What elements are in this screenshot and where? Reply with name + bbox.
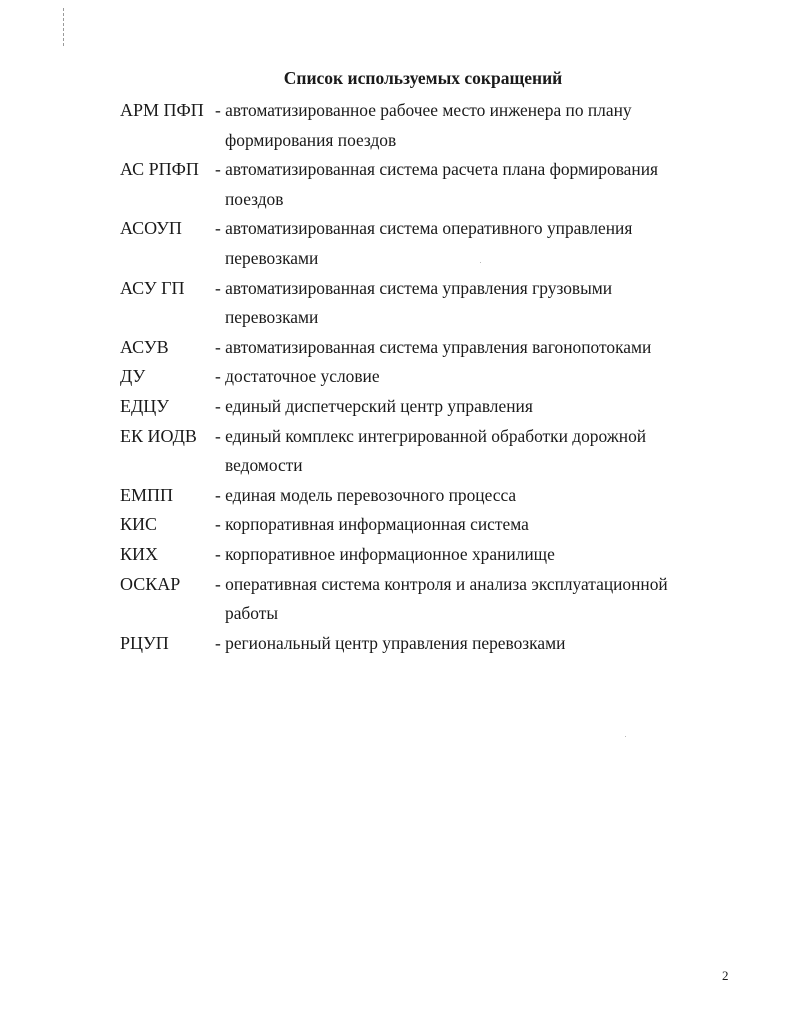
page-number: 2 <box>722 968 729 983</box>
list-item <box>120 510 700 540</box>
abbreviation-definition: - корпоративное информационное хранилище <box>215 543 555 564</box>
abbreviation-definition: - региональный центр управления перевозками <box>215 632 566 653</box>
abbreviation-definition: - достаточное условие <box>215 366 380 387</box>
abbreviation-definition: - единая модель перевозочного процесса <box>215 484 517 505</box>
abbreviation-term: ОСКАР <box>120 573 181 594</box>
abbreviation-term: КИХ <box>120 543 159 564</box>
abbreviation-definition: - автоматизированная система расчета плана формирования поездов <box>215 159 659 209</box>
abbreviation-definition: - автоматизированная система оперативного управления перевозками <box>215 218 633 268</box>
abbreviation-term: АСОУП <box>120 218 182 239</box>
list-item <box>120 333 700 363</box>
abbreviation-definition: - единый диспетчерский центр управления <box>215 395 533 416</box>
list-item <box>120 96 700 155</box>
abbreviation-term: АС РПФП <box>120 159 199 180</box>
abbreviation-term: ЕМПП <box>120 484 173 505</box>
abbreviation-term: АРМ ПФП <box>120 100 204 120</box>
list-item <box>120 214 700 273</box>
abbreviation-term: АСУ ГП <box>120 277 185 298</box>
abbreviation-definition: - единый комплекс интегрированной обработки дорожной ведомости <box>215 425 647 476</box>
list-item <box>120 362 700 392</box>
list-item <box>120 481 700 511</box>
list-item <box>120 274 700 333</box>
abbreviation-definition: - автоматизированная система управления вагонопотоками <box>215 336 652 357</box>
abbreviation-definition: - корпоративная информационная система <box>215 514 529 535</box>
scan-speck <box>625 736 626 737</box>
list-item <box>120 392 700 422</box>
list-item <box>120 422 700 481</box>
abbreviation-definition: - автоматизированная система управления грузовыми перевозками <box>215 277 613 328</box>
abbreviation-term: ЕК ИОДВ <box>120 425 197 446</box>
abbreviation-term: АСУВ <box>120 336 169 357</box>
abbreviation-term: РЦУП <box>120 632 169 653</box>
abbreviation-term: ЕДЦУ <box>120 395 170 416</box>
list-item <box>120 540 700 570</box>
scan-artifact-line <box>63 8 65 46</box>
abbreviation-definition: - автоматизированное рабочее место инженера по плану формирования поездов <box>215 100 632 150</box>
abbreviation-list <box>120 96 700 658</box>
page-title: Список используемых сокращений <box>283 68 563 88</box>
abbreviation-definition: - оперативная система контроля и анализа эксплуатационной работы <box>215 573 668 624</box>
abbreviation-term: ДУ <box>120 366 146 387</box>
list-item <box>120 155 700 214</box>
abbreviation-term: КИС <box>120 514 158 535</box>
list-item <box>120 570 700 629</box>
list-item <box>120 629 700 659</box>
